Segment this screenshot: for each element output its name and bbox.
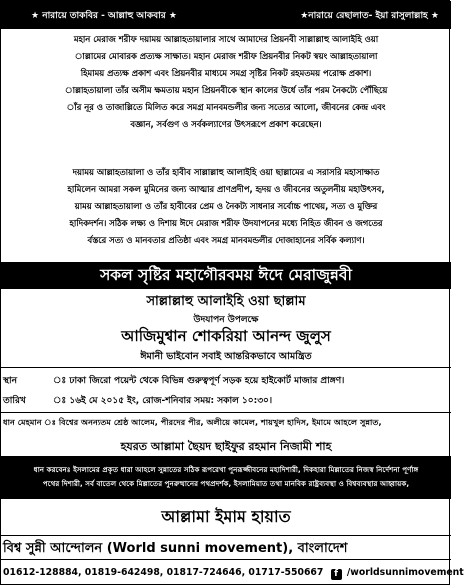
intro-line: াল্লাহতায়ালা তাঁর অসীম ক্ষমতায় মহান প্রিয়নবীকে স্থান কালের উর্ধে তাঁর পরম নৈকট্যে পৌঁছিয়ে	[64, 85, 388, 95]
procession-title: আজিমুশ্বান শোকরিয়া আনন্দ জুলুস	[121, 327, 331, 345]
place-value: ঃ ঢাকা জিরো পয়েন্ট থেকে বিভিন্ন গুরুত্বপূর্ণ সড়ক হয়ে হাইকোর্ট মাজার প্রাঙ্গণ।	[53, 376, 345, 386]
intro-line: হিমাময় প্রত্যক্ষ প্রকাশ এবং প্রিয়নবীর মাধ্যমে সমগ্র সৃষ্টির নিকট রহমতময় পরোক্ষ প্রকাশ।	[80, 68, 372, 78]
header-bar	[1, 1, 451, 29]
divider	[1, 367, 451, 368]
facebook-handle[interactable]: /worldsunnimovement	[346, 567, 464, 578]
organization-name: বিশ্ব সুন্নী আন্দোলন (World sunni movement), বাংলাদেশ	[1, 535, 451, 561]
invitation-text: ঈমানী ভাইবোন সবাই আন্তরিকভাবে আমন্ত্রিত	[140, 351, 312, 362]
intro-line: াঁর নূর ও তাজাল্লিতে মিলিত করে সমগ্র মানবমন্ডলীর জন্য সত্যের আলো, জীবনের কেন্দ্র এবং	[66, 102, 386, 112]
date-value: ঃ ১৬ই মে ২০১৫ ইং, রোজ-শনিবার সময়: সকাল ১০:৩০।	[53, 396, 273, 406]
chief-guest-name: হযরত আল্লামা ছৈয়দ ছাইফুর রহমান নিজামী শাহ	[120, 440, 332, 453]
contact-row	[1, 559, 464, 586]
header-right-slogan: ★নারায়ে রেছালাত- ইয়া রাসুলাল্লাহ ★	[300, 10, 439, 21]
divider	[1, 412, 451, 413]
body-line: হাদিকদর্শন। সঠিক লক্ষ্য ও দিশায় ঈদে মেরাজ শরীফ উদযাপনের মধ্যে নিহিত জীবন ও জগতের	[69, 218, 383, 228]
leadership-strip	[1, 456, 451, 499]
leadership-line: ধান করবেনঃ ইসলামের প্রকৃত ধারা আহলে সুন্নাতের সঠিক রূপরেখা পুনরূজ্জীবনের মহাদিশারী, দিকহারা মিল্লাতের নিজস্ব নির্দেশনা পূর্ণাঙ্গ	[33, 465, 419, 474]
intro-line: াল্লামের মোবারক প্রত্যক্ষ সাক্ষাত। মহান মেরাজ শরীফ প্রিয়নবীর নিকট স্বয়ং আল্লাহতায়ালা	[74, 51, 378, 61]
header-left-slogan: ★ নারায়ে তাকবির - আল্লাহু আকবার ★	[31, 10, 177, 21]
leadership-line: পথের দিশারী, সর্ব বাতেল থেকে মিল্লাতের পুনরুত্থানের পথপ্রদর্শক, ইসলামিয়াত তথা মানবিক রাষ্ট্রব্যবস্থা ও বিশ্বব্যবস্থার আহ্বায়ক,	[42, 479, 410, 488]
place-label: স্থান	[3, 376, 17, 386]
date-label: তারিখ	[3, 396, 26, 406]
intro-paragraph	[1, 31, 451, 133]
event-title-banner: সকল সৃষ্টির মহাগৌরবময় ঈদে মেরাজুন্নবী	[1, 262, 451, 289]
body-line: হামিলেন আমরা সকল মুমিনের জন্য আত্মার প্রাণপ্রদীপ, হৃদয় ও জীবনের অতুলনীয় মহাউৎসব,	[67, 184, 385, 194]
speaker-name: আল্লামা ইমাম হায়াত	[161, 507, 291, 526]
phone-numbers: 01612-128884, 01819-642498, 01817-724646, 01717-550667	[3, 567, 324, 578]
intro-line: বজ্ঞান, সর্বগুণ ও সর্বকল্যাণের উৎসরূপে প্রকাশ করেছেন।	[130, 119, 322, 129]
body-line: র্বস্তরে সত্য ও মানবতার প্রতিষ্ঠা এবং সমগ্র মানবমন্ডলীর দোজাহানের সর্বিক কল্যাণ।	[87, 235, 365, 245]
second-paragraph	[1, 164, 451, 249]
intro-line: মহান মেরাজ শরীফ দয়াময় আল্লাহতায়ালার সাথে আমাদের প্রিয়নবী সাল্লাল্লাহু আলাইহি ওয়া	[73, 34, 379, 44]
body-line: য়াময় আল্লাহতায়ালা ও তাঁর হাবীবের প্রেম ও নৈকট্য সাধনার সর্বোচ্চ পাথেয়, সত্য ও মুক্তির	[74, 201, 378, 211]
occasion-text: উদযাপন উপলক্ষে	[193, 315, 259, 325]
body-line: দয়াময় আল্লাহতায়ালা ও তাঁর হাবীব সাল্লাল্লাহু আলাইহি ওয়া ছাল্লামের এ সরাসরি মহাসাক্ষাত	[72, 167, 380, 177]
chief-guest-intro: ধান মেহমান ঃ বিশ্বের অনন্যতম শ্রেষ্ঠ আলেম, পীরদের পীর, অলীয়ে কামেল, শায়খুল হাদিস, ইমামে আহলে সুন্নাত,	[3, 417, 382, 427]
salutation: সাল্লাল্লাহু আলাইহি ওয়া ছাল্লাম	[146, 294, 306, 309]
facebook-icon: f	[331, 569, 342, 580]
